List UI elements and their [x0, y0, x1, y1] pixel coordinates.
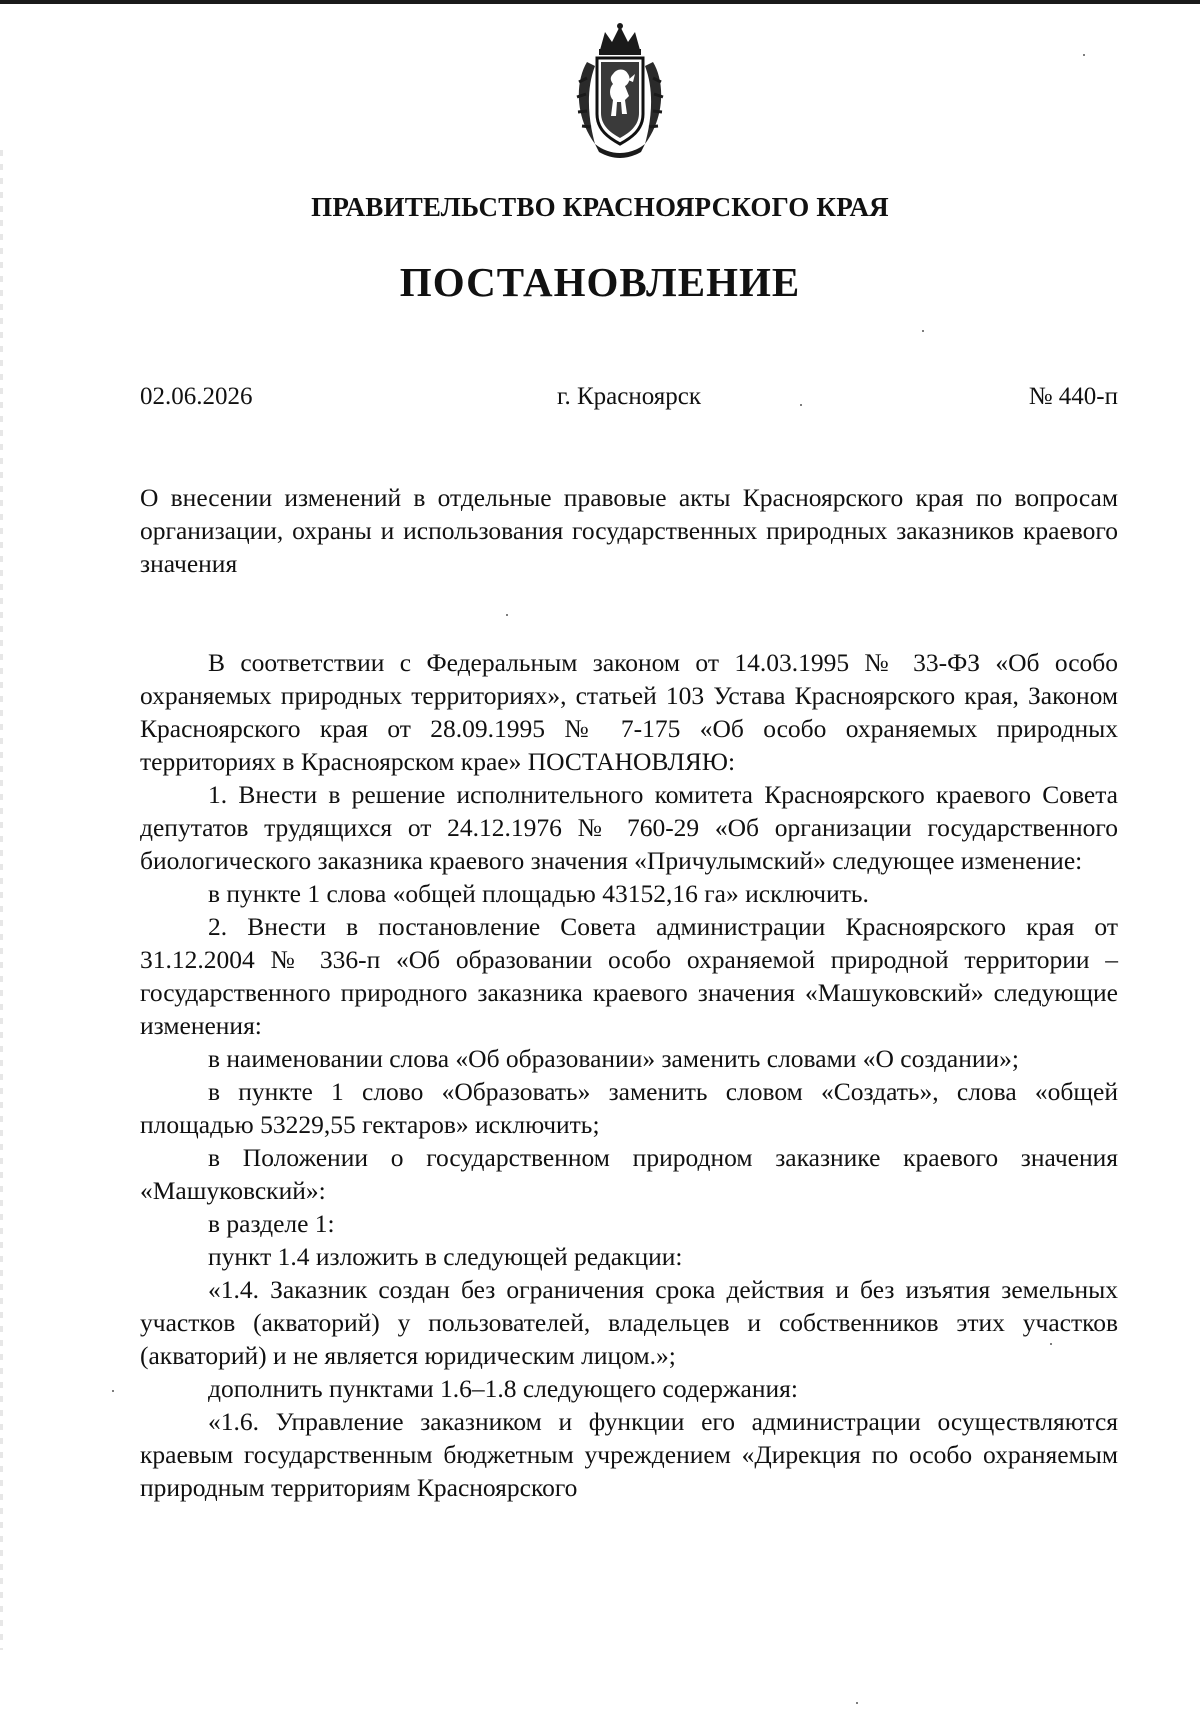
- document-body: [140, 646, 1118, 1504]
- scan-speck: [856, 1702, 858, 1704]
- paragraph: «1.6. Управление заказником и функции его администрации осуществляются краевым государственным бюджетным учреждением «Дирекция по особо охраняемым природным территориям Красноярского: [140, 1407, 1118, 1502]
- scan-speck: [112, 1390, 114, 1392]
- paragraph: в Положении о государственном природном заказнике краевого значения «Машуковский»:: [140, 1143, 1118, 1205]
- scan-edge-marks: [0, 150, 3, 1650]
- paragraph: пункт 1.4 изложить в следующей редакции:: [208, 1242, 683, 1271]
- paragraph: 1. Внести в решение исполнительного комитета Красноярского краевого Совета депутатов трудящихся от 24.12.1976 № 760-29 «Об организации государственного биологического заказника краевого значения «Причулымский» следующее изменение:: [140, 780, 1118, 875]
- document-number: № 440-п: [1028, 383, 1118, 410]
- paragraph: В соответствии с Федеральным законом от 14.03.1995 № 33-ФЗ «Об особо охраняемых природных территориях», статьей 103 Устава Красноярского края, Законом Красноярского края от 28.09.1995 № 7-175 «Об особо охраняемых природных территориях в Красноярском крае» ПОСТАНОВЛЯЮ:: [140, 648, 1118, 776]
- scan-speck: [922, 330, 924, 332]
- paragraph: «1.4. Заказник создан без ограничения срока действия и без изъятия земельных участков (акваторий) у пользователей, владельцев и собственников этих участков (акваторий) и не является юридическим лицом.»;: [140, 1275, 1118, 1370]
- document-city: г. Красноярск: [557, 383, 701, 410]
- scan-speck: [800, 404, 802, 406]
- subject-text: О внесении изменений в отдельные правовые акты Красноярского края по вопросам организации, охраны и использования государственных природных заказников краевого значения: [140, 483, 1118, 578]
- paragraph: дополнить пунктами 1.6–1.8 следующего содержания:: [208, 1374, 798, 1403]
- paragraph: в пункте 1 слова «общей площадью 43152,16 га» исключить.: [208, 879, 869, 908]
- document-date: 02.06.2026: [140, 383, 253, 410]
- organization-title: ПРАВИТЕЛЬСТВО КРАСНОЯРСКОГО КРАЯ: [311, 192, 889, 222]
- document-subject: [140, 481, 1118, 580]
- scan-speck: [506, 614, 508, 616]
- paragraph: 2. Внести в постановление Совета администрации Красноярского края от 31.12.2004 № 336-п «Об образовании особо охраняемой природной территории – государственного природного заказника краевого значения «Машуковский» следующие изменения:: [140, 912, 1118, 1040]
- document-type-title: ПОСТАНОВЛЕНИЕ: [399, 259, 801, 305]
- top-border: [0, 0, 1200, 4]
- document-meta: [140, 383, 1118, 417]
- paragraph: в разделе 1:: [208, 1209, 335, 1238]
- scan-speck: [1083, 54, 1085, 56]
- paragraph: в пункте 1 слово «Образовать» заменить словом «Создать», слова «общей площадью 53229,55 гектаров» исключить;: [140, 1077, 1118, 1139]
- paragraph: в наименовании слова «Об образовании» заменить словами «О создании»;: [208, 1044, 1020, 1073]
- scan-speck: [1050, 1343, 1052, 1345]
- krasnoyarsk-coat-of-arms-icon: [565, 22, 675, 162]
